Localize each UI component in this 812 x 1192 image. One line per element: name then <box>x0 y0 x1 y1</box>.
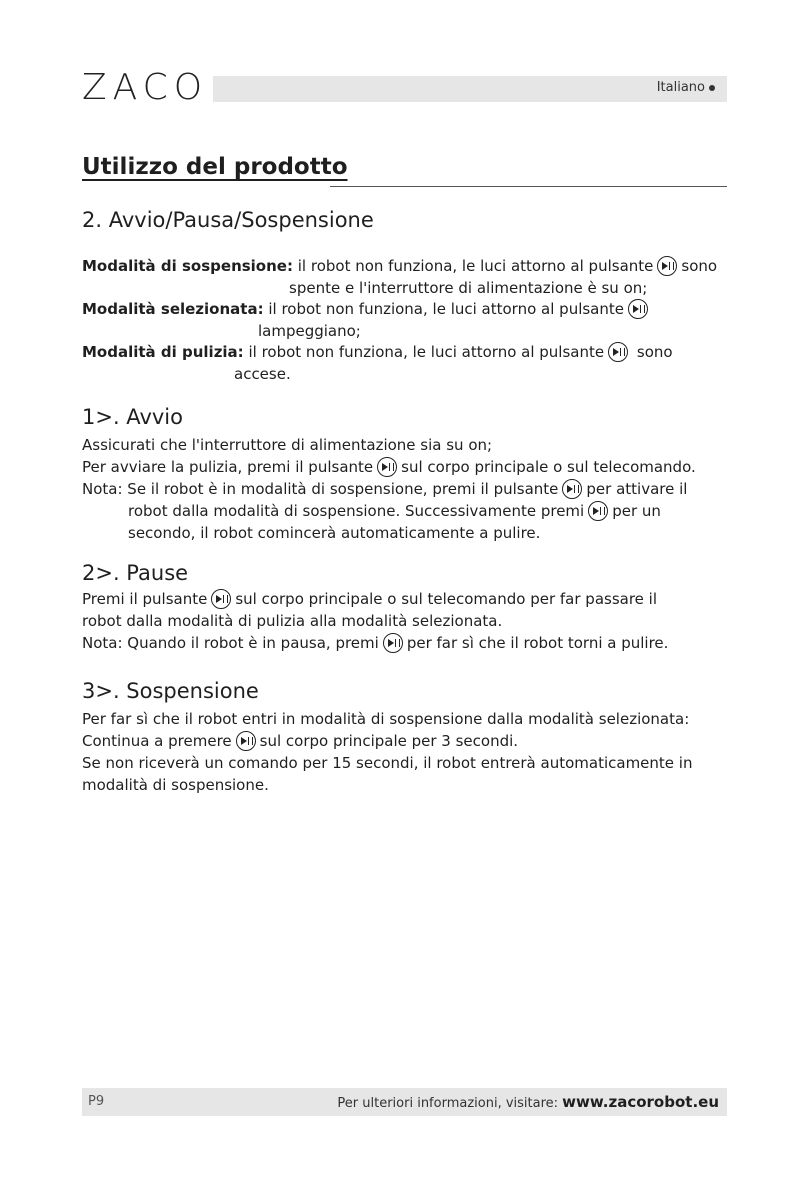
play-pause-icon <box>608 342 628 362</box>
pause-text: Premi il pulsante sul corpo principale o sul telecomando per far passare il robot dalla modalità di pulizia alla modalità selezionata. Nota: Quando il robot è in pausa, premi per far sì che il robot torni a pulire. <box>82 590 669 652</box>
mode-pulizia: Modalità di pulizia: il robot non funziona, le luci attorno al pulsante sono accese. <box>82 343 673 383</box>
play-pause-icon <box>588 501 608 521</box>
play-pause-icon <box>383 633 403 653</box>
footer-info: Per ulteriori informazioni, visitare: www.zacorobot.eu <box>337 1093 719 1111</box>
section-divider <box>330 186 727 187</box>
play-pause-icon <box>657 256 677 276</box>
avvio-text: Assicurati che l'interruttore di alimentazione sia su on; Per avviare la pulizia, premi il pulsante sul corpo principale o sul telecomando. Nota: Se il robot è in modalità di sospensione, premi il pulsante per attivare il robot dalla modalità di sospensione. Successivamente premi per un secondo, il robot comincerà automaticamente a pulire. <box>82 436 696 542</box>
sospensione-title: 3>. Sospensione <box>82 679 259 703</box>
language-label: Italiano <box>657 80 715 95</box>
mode-selezionata: Modalità selezionata: il robot non funziona, le luci attorno al pulsante lampeggiano; <box>82 298 732 342</box>
page-number: P9 <box>88 1094 105 1109</box>
play-pause-icon <box>628 299 648 319</box>
mode-sospensione: Modalità di sospensione: il robot non funziona, le luci attorno al pulsante sono spente e l'interruttore di alimentazione è su on; <box>82 257 718 297</box>
play-pause-icon <box>236 731 256 751</box>
sospensione-text: Per far sì che il robot entri in modalità di sospensione dalla modalità selezionata: Continua a premere sul corpo principale per 3 secondi. Se non riceverà un comando per 15 secondi, il robot entrerà automaticamente in modalità di sospensione. <box>82 710 693 794</box>
play-pause-icon <box>562 479 582 499</box>
bullet-icon <box>709 85 715 91</box>
subtitle: 2. Avvio/Pausa/Sospensione <box>82 208 374 232</box>
pause-title: 2>. Pause <box>82 561 189 585</box>
avvio-title: 1>. Avvio <box>82 405 183 429</box>
play-pause-icon <box>377 457 397 477</box>
footer-bar <box>82 1088 727 1116</box>
header-bar <box>213 76 727 102</box>
website-link[interactable]: www.zacorobot.eu <box>562 1093 719 1111</box>
section-title: Utilizzo del prodotto <box>82 154 348 180</box>
play-pause-icon <box>211 589 231 609</box>
zaco-logo: ZACO <box>82 67 209 108</box>
